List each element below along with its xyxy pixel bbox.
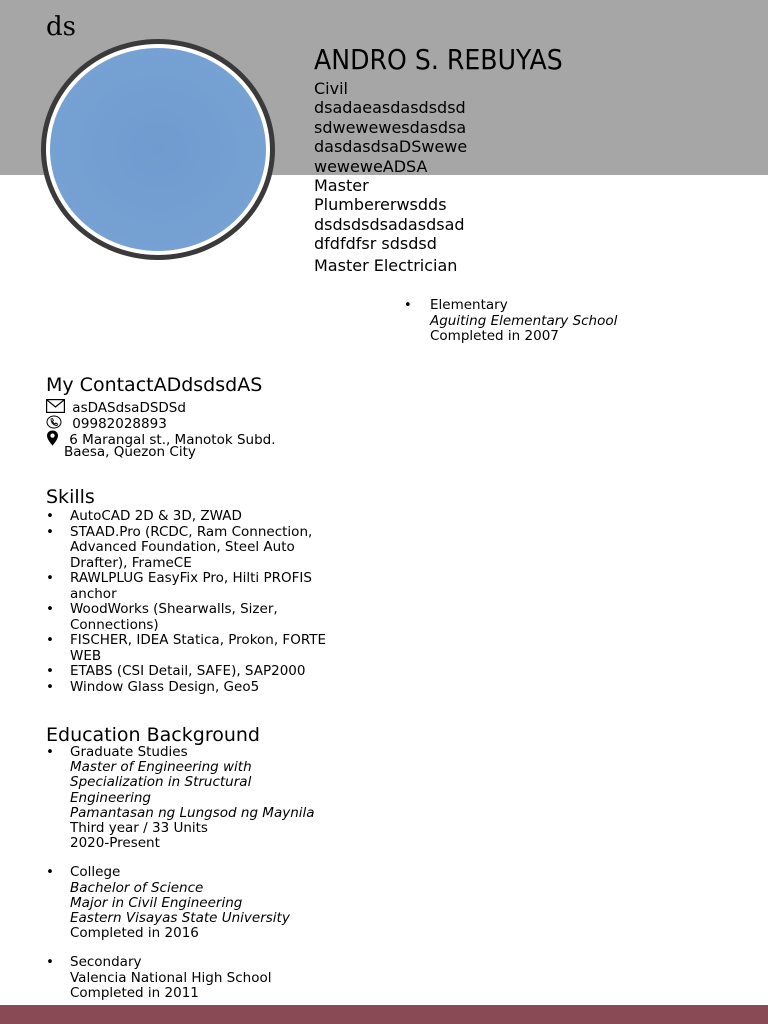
bullet-icon: • xyxy=(404,298,412,313)
footer-bar xyxy=(0,1005,768,1024)
study-years: 2020-Present xyxy=(70,835,160,852)
list-item: • RAWLPLUG EasyFix Pro, Hilti PROFIS anchor xyxy=(46,570,312,602)
contact-heading: My ContactADdsdsdAS xyxy=(46,374,263,396)
skills-list xyxy=(46,509,356,695)
education-heading: Education Background xyxy=(46,724,260,746)
bullet-icon: • xyxy=(46,744,54,760)
education-level: Graduate Studies xyxy=(70,744,188,760)
bullet-icon: • xyxy=(46,954,54,971)
corner-mark: ds xyxy=(46,12,76,42)
education-level: Secondary xyxy=(70,954,142,971)
list-item: • ETABS (CSI Detail, SAFE), SAP2000 xyxy=(46,663,306,679)
list-item xyxy=(46,955,376,1001)
email-text[interactable]: asDASdsaDSDSd xyxy=(72,400,186,416)
completion-year: Completed in 2011 xyxy=(70,984,199,1001)
bullet-icon: • xyxy=(46,663,54,679)
education-level: Elementary xyxy=(430,297,508,313)
list-item: • FISCHER, IDEA Statica, Prokon, FORTE WEB xyxy=(46,632,326,664)
title-line: dsadaeasdasdsdsd xyxy=(314,98,466,118)
title-line: dfdfdfsr sdsdsd xyxy=(314,234,437,254)
completion-year: Completed in 2016 xyxy=(70,925,199,942)
degree-name: Bachelor of Science xyxy=(70,879,204,896)
title-line: weweweADSA xyxy=(314,156,428,176)
profile-photo xyxy=(41,39,275,260)
title-line: Master xyxy=(314,176,369,196)
bullet-icon: • xyxy=(46,864,54,881)
list-item xyxy=(46,745,376,851)
list-item: • AutoCAD 2D & 3D, ZWAD xyxy=(46,508,242,524)
elementary-entry xyxy=(404,298,617,345)
bullet-icon: • xyxy=(46,601,54,617)
location-pin-icon xyxy=(46,430,59,450)
school-name: Aguiting Elementary School xyxy=(430,312,618,329)
list-item: • STAAD.Pro (RCDC, Ram Connection, Advanced Foundation, Steel Auto Drafter), FrameCE xyxy=(46,523,313,571)
skills-heading: Skills xyxy=(46,486,95,508)
phone-text[interactable]: 09982028893 xyxy=(72,416,167,432)
job-titles xyxy=(314,79,467,275)
school-name: Pamantasan ng Lungsod ng Maynila xyxy=(70,804,315,821)
title-line: Plumbererwsdds xyxy=(314,195,447,215)
title-line: dsdsdsdsadasdsad xyxy=(314,214,465,234)
bullet-icon: • xyxy=(46,632,54,648)
degree-line: Specialization in Structural xyxy=(70,774,252,791)
list-item: • WoodWorks (Shearwalls, Sizer, Connections) xyxy=(46,601,278,633)
study-status: Third year / 33 Units xyxy=(70,820,208,837)
address-line-2: Baesa, Quezon City xyxy=(64,444,196,460)
degree-line: Engineering xyxy=(70,789,151,806)
major-name: Major in Civil Engineering xyxy=(70,894,243,911)
bullet-icon: • xyxy=(46,678,54,695)
school-name: Eastern Visayas State University xyxy=(70,910,290,927)
education-level: College xyxy=(70,864,121,881)
person-name: ANDRO S. REBUYAS xyxy=(314,43,563,76)
degree-line: Master of Engineering with xyxy=(70,759,252,776)
list-item xyxy=(46,865,376,941)
bullet-icon: • xyxy=(46,570,54,586)
bullet-icon: • xyxy=(46,508,54,524)
address-line-1: 6 Marangal st., Manotok Subd. xyxy=(69,432,276,448)
title-line: Master Electrician xyxy=(314,255,458,275)
completion-year: Completed in 2007 xyxy=(430,328,559,344)
title-line: dasdasdsaDSwewe xyxy=(314,137,468,157)
bullet-icon: • xyxy=(46,523,54,540)
profile-photo-placeholder xyxy=(50,48,266,251)
title-line: Civil xyxy=(314,79,348,98)
title-line: sdwewewesdasdsa xyxy=(314,117,467,137)
school-name: Valencia National High School xyxy=(70,969,272,986)
education-list xyxy=(46,745,376,1015)
list-item: • Window Glass Design, Geo5 xyxy=(46,678,260,695)
